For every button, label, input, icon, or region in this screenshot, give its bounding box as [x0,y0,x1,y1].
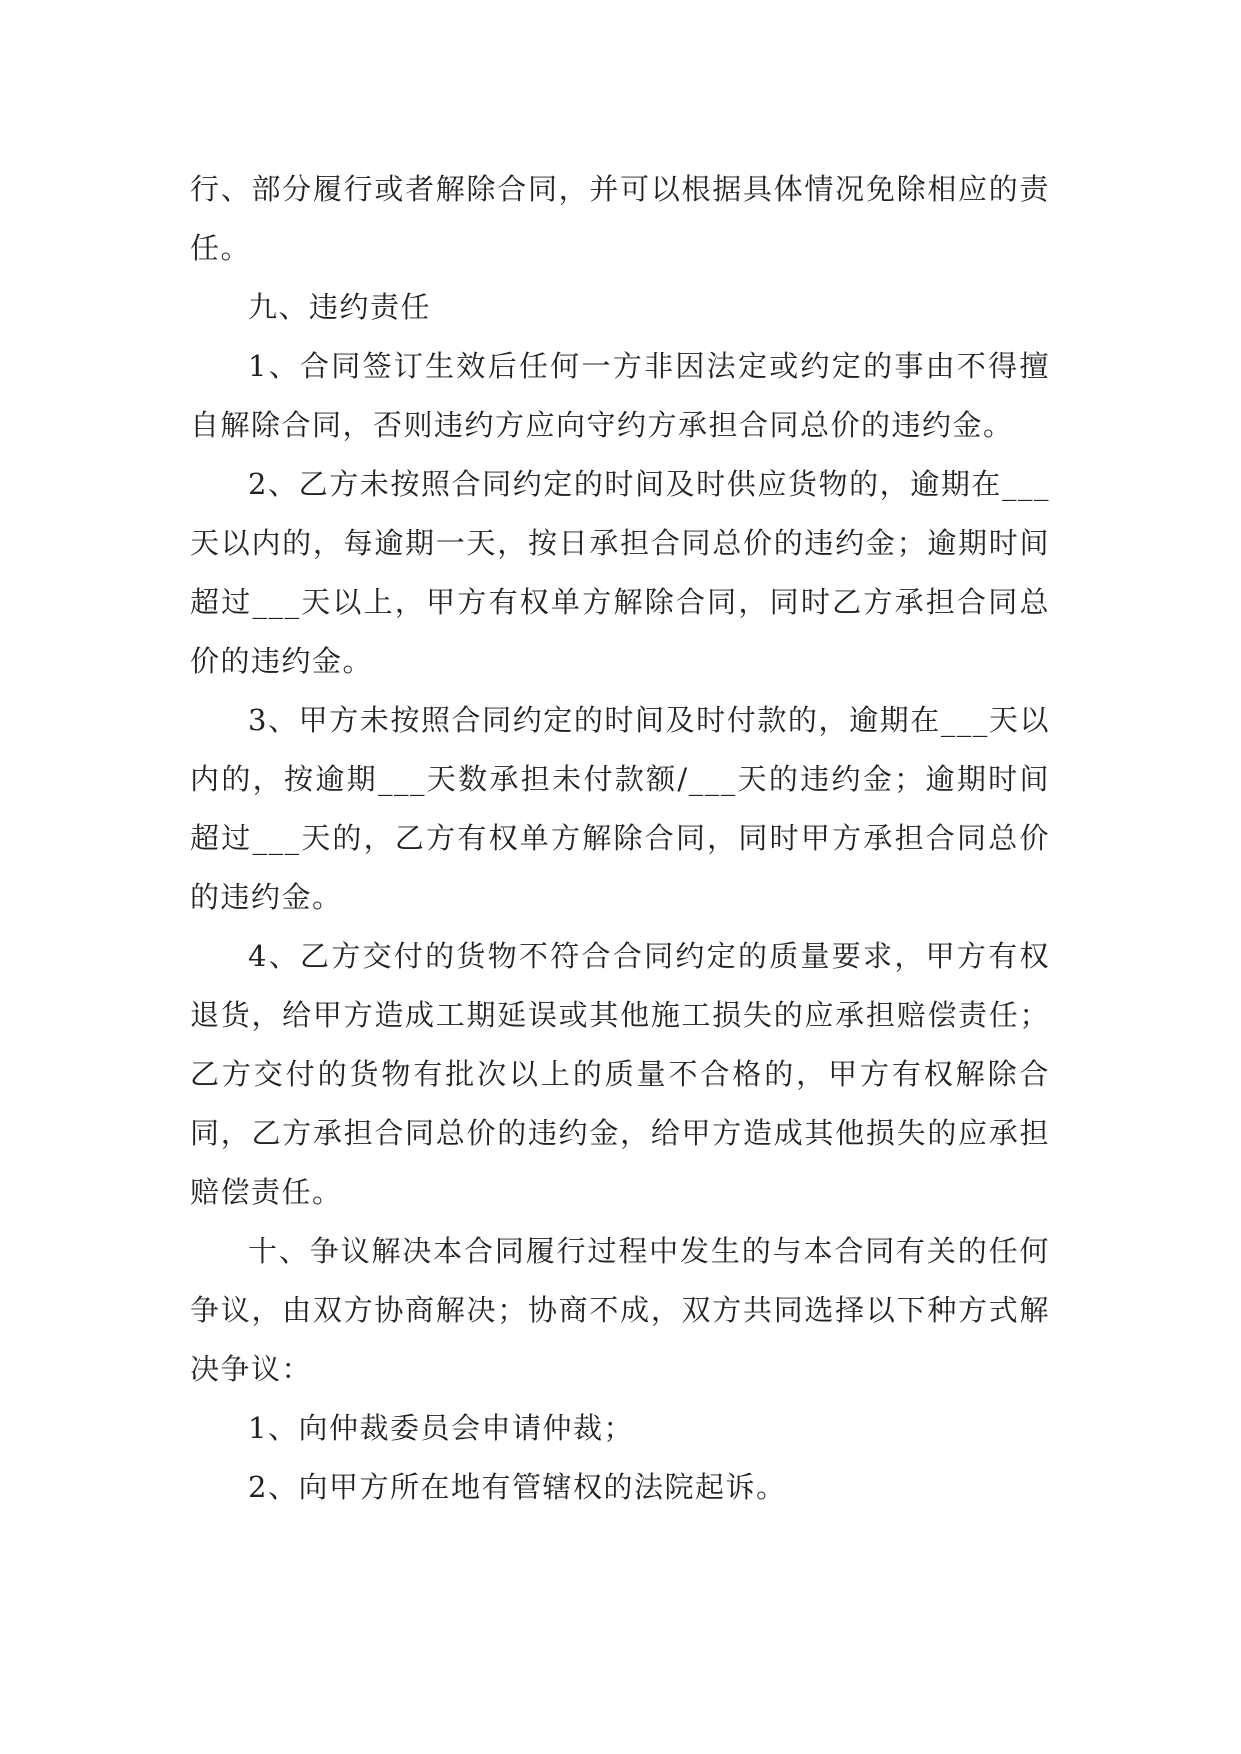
document-body [190,160,1050,1517]
clause-4: 4、乙方交付的货物不符合合同约定的质量要求，甲方有权退货，给甲方造成工期延误或其他施工损失的应承担赔偿责任；乙方交付的货物有批次以上的质量不合格的，甲方有权解除合同，乙方承担合同总价的违约金，给甲方造成其他损失的应承担赔偿责任。 [190,939,1050,1209]
clause-1: 1、合同签订生效后任何一方非因法定或约定的事由不得擅自解除合同，否则违约方应向守约方承担合同总价的违约金。 [190,349,1050,442]
section-heading-breach-liability: 九、违约责任 [248,290,432,324]
clause-2: 2、乙方未按照合同约定的时间及时供应货物的，逾期在___天以内的，每逾期一天，按日承担合同总价的违约金；逾期时间超过___天以上，甲方有权单方解除合同，同时乙方承担合同总价的违约金。 [190,467,1050,678]
paragraph-continuation: 行、部分履行或者解除合同，并可以根据具体情况免除相应的责任。 [190,172,1050,265]
dispute-option-1: 1、向仲裁委员会申请仲裁； [248,1411,634,1445]
clause-3: 3、甲方未按照合同约定的时间及时付款的，逾期在___天以内的，按逾期___天数承担未付款额/___天的违约金；逾期时间超过___天的，乙方有权单方解除合同，同时甲方承担合同总价的违约金。 [190,703,1050,914]
section-dispute-resolution: 十、争议解决本合同履行过程中发生的与本合同有关的任何争议，由双方协商解决；协商不成，双方共同选择以下种方式解决争议： [190,1234,1050,1386]
dispute-option-2: 2、向甲方所在地有管辖权的法院起诉。 [248,1470,787,1504]
